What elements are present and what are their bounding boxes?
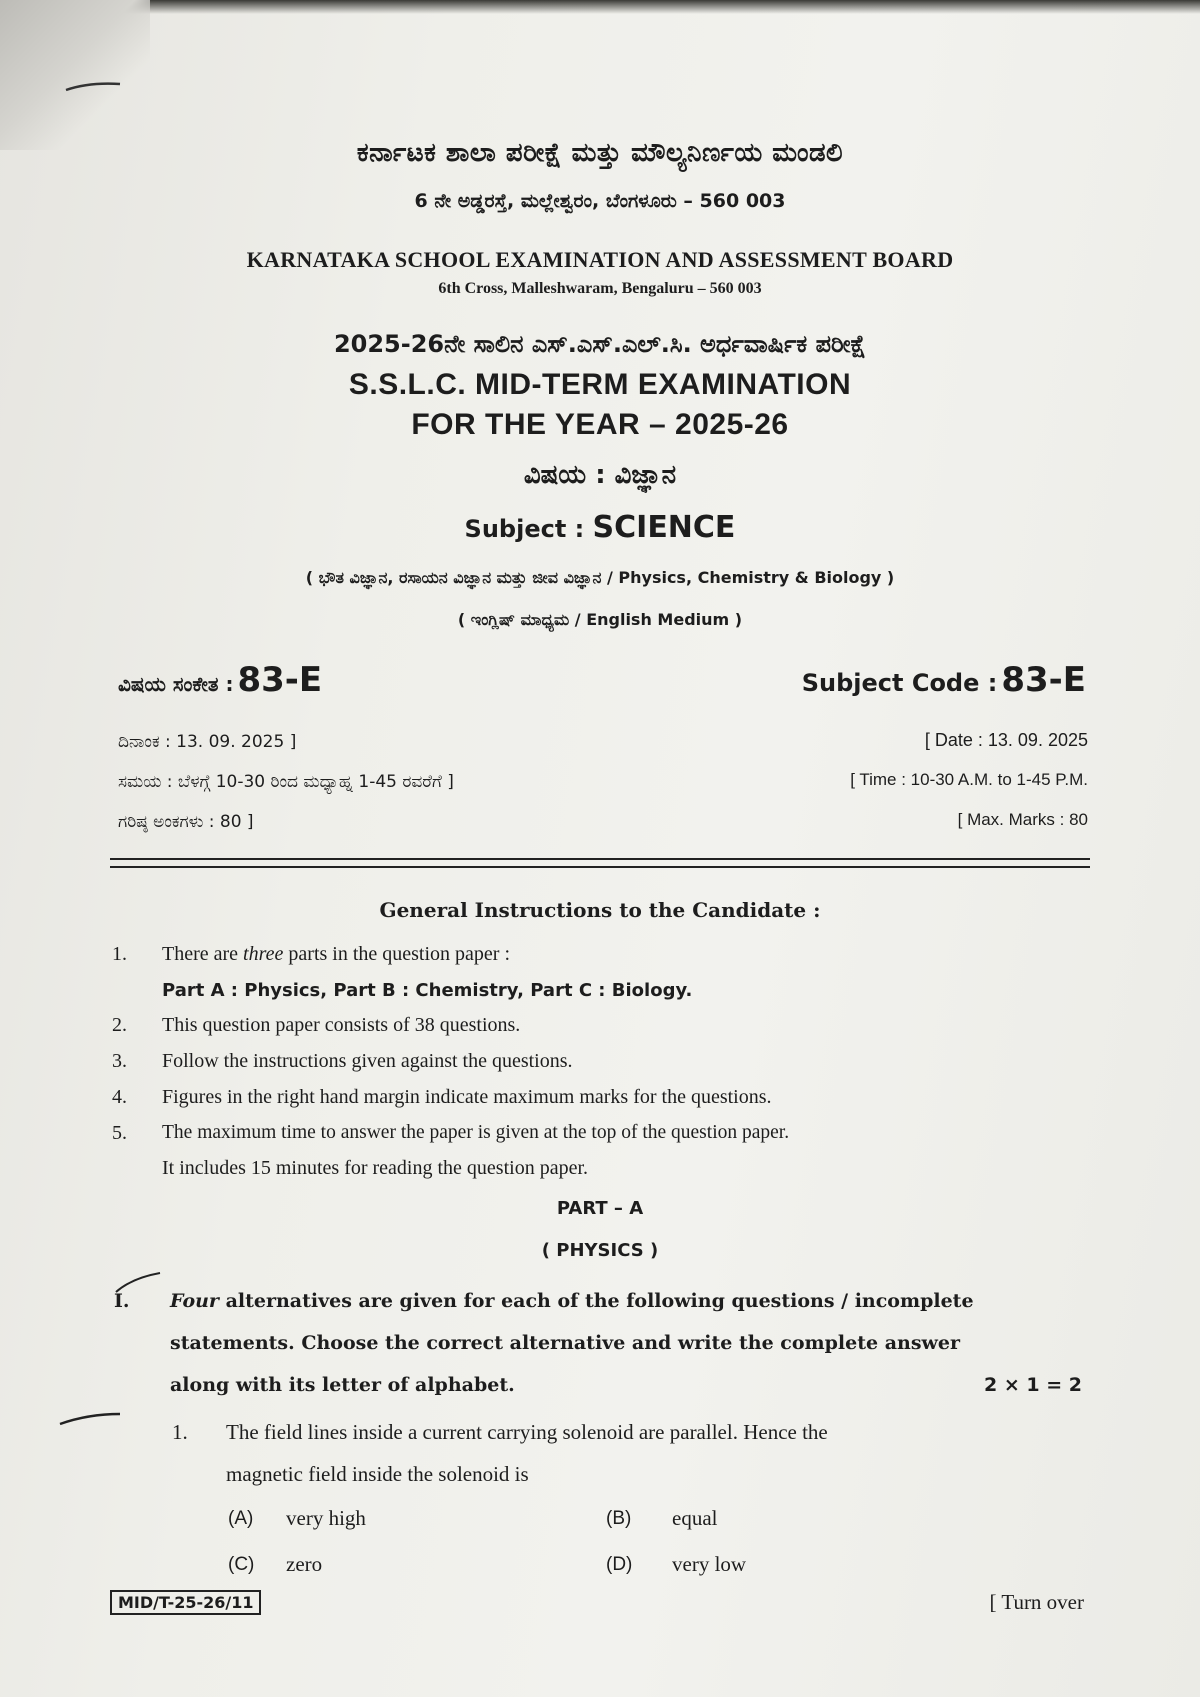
instruction-number: 5.: [112, 1122, 127, 1144]
subject-line: [0, 510, 1200, 545]
instructions-heading: General Instructions to the Candidate :: [379, 898, 821, 922]
section-instruction-line3: along with its letter of alphabet.: [170, 1374, 515, 1396]
section-instruction-line2: statements. Choose the correct alternative and write the complete answer: [170, 1332, 960, 1354]
question-number: 1.: [172, 1420, 188, 1444]
corner-fold: [0, 0, 150, 150]
part-a-heading: PART – A: [556, 1198, 644, 1219]
question-1-line1: The field lines inside a current carrying solenoid are parallel. Hence the: [226, 1420, 828, 1444]
date-english: [ Date : 13. 09. 2025: [924, 730, 1088, 750]
board-address-kannada: 6 ನೇ ಅಡ್ಡರಸ್ತೆ, ಮಲ್ಲೇಶ್ವರಂ, ಬೆಂಗಳೂರು – 560 003: [414, 190, 786, 212]
board-address-english: 6th Cross, Malleshwaram, Bengaluru – 560 003: [438, 280, 762, 297]
question-1-line2: magnetic field inside the solenoid is: [226, 1462, 529, 1486]
board-name-kannada: ಕರ್ನಾಟಕ ಶಾಲಾ ಪರೀಕ್ಷೆ ಮತ್ತು ಮೌಲ್ಯನಿರ್ಣಯ ಮಂಡಲಿ: [356, 138, 844, 168]
option-c-letter: (C): [228, 1554, 255, 1575]
subject-code-value-kannada: 83-E: [237, 660, 323, 700]
instruction-1: [162, 943, 510, 966]
instruction-1-italic: three: [243, 943, 284, 965]
instruction-parts: Part A : Physics, Part B : Chemistry, Part C : Biology.: [162, 980, 693, 1001]
instruction-4: Figures in the right hand margin indicate maximum marks for the questions.: [162, 1086, 772, 1108]
instruction-1-post: parts in the question paper :: [283, 943, 511, 965]
medium: ( ಇಂಗ್ಲಿಷ್ ಮಾಧ್ಯಮ / English Medium ): [457, 610, 743, 629]
option-d-text: very low: [672, 1552, 747, 1576]
subject-code-english: [802, 660, 1086, 700]
section-number: I.: [114, 1290, 130, 1312]
max-marks-english: [ Max. Marks : 80: [957, 810, 1088, 829]
part-a-subheading: ( PHYSICS ): [541, 1240, 659, 1261]
subject-kannada: ವಿಷಯ : ವಿಜ್ಞಾನ: [523, 460, 677, 490]
subject-code-label-english: Subject Code :: [801, 669, 998, 697]
section-instruction-line1: [170, 1290, 974, 1312]
instruction-number: 2.: [112, 1014, 127, 1036]
option-a-text: very high: [286, 1506, 366, 1530]
option-a-letter: (A): [228, 1508, 254, 1529]
date-kannada: ದಿನಾಂಕ : 13. 09. 2025 ]: [118, 732, 297, 752]
section-instruction-text1: alternatives are given for each of the following questions / incomplete: [218, 1290, 974, 1312]
subject-code-value-english: 83-E: [1001, 660, 1086, 700]
top-edge-shadow: [0, 0, 1200, 14]
max-marks-kannada: ಗರಿಷ್ಠ ಅಂಕಗಳು : 80 ]: [118, 812, 254, 832]
exam-year: FOR THE YEAR – 2025-26: [411, 408, 789, 441]
option-d-letter: (D): [606, 1554, 633, 1575]
instruction-number: 1.: [112, 943, 127, 965]
time-english: [ Time : 10-30 A.M. to 1-45 P.M.: [850, 770, 1088, 789]
subject-description: ( ಭೌತ ವಿಜ್ಞಾನ, ರಸಾಯನ ವಿಜ್ಞಾನ ಮತ್ತು ಜೀವ ವಿಜ್ಞಾನ / Physics, Chemistry & Biology ): [305, 568, 895, 587]
instruction-1-pre: There are: [162, 943, 244, 965]
instruction-5-continued: It includes 15 minutes for reading the question paper.: [162, 1157, 589, 1179]
pen-mark-icon: [58, 1410, 124, 1430]
paper-code: MID/T-25-26/11: [110, 1590, 261, 1615]
section-marks: 2 × 1 = 2: [984, 1374, 1082, 1396]
option-b-text: equal: [672, 1506, 718, 1530]
option-b-letter: (B): [606, 1508, 632, 1529]
instruction-5: The maximum time to answer the paper is given at the top of the question paper.: [162, 1122, 790, 1143]
subject-label: Subject :: [464, 515, 585, 543]
exam-title: S.S.L.C. MID-TERM EXAMINATION: [348, 368, 852, 401]
tick-mark-icon: [112, 1270, 164, 1300]
instruction-number: 3.: [112, 1050, 127, 1072]
board-name-english: KARNATAKA SCHOOL EXAMINATION AND ASSESSMENT BOARD: [246, 247, 954, 272]
pen-mark-icon: [64, 78, 124, 96]
instruction-number: 4.: [112, 1086, 127, 1108]
time-kannada: ಸಮಯ : ಬೆಳಗ್ಗೆ 10-30 ರಿಂದ ಮಧ್ಯಾಹ್ನ 1-45 ರವರೆಗೆ ]: [118, 772, 454, 792]
subject-code-kannada: [118, 660, 322, 700]
turn-over: [ Turn over: [989, 1590, 1084, 1614]
divider-bottom: [110, 866, 1090, 868]
instruction-3: Follow the instructions given against the questions.: [162, 1050, 573, 1072]
instruction-2: This question paper consists of 38 questions.: [162, 1014, 521, 1036]
divider-top: [110, 858, 1090, 860]
exam-title-kannada: 2025-26ನೇ ಸಾಲಿನ ಎಸ್.ಎಸ್.ಎಲ್.ಸಿ. ಅರ್ಧವಾರ್ಷಿಕ ಪರೀಕ್ಷೆ: [333, 330, 867, 358]
section-instruction-italic: Four: [170, 1290, 219, 1312]
option-c-text: zero: [286, 1552, 323, 1576]
subject-value: SCIENCE: [592, 510, 736, 545]
subject-code-label-kannada: ವಿಷಯ ಸಂಕೇತ :: [118, 672, 234, 696]
